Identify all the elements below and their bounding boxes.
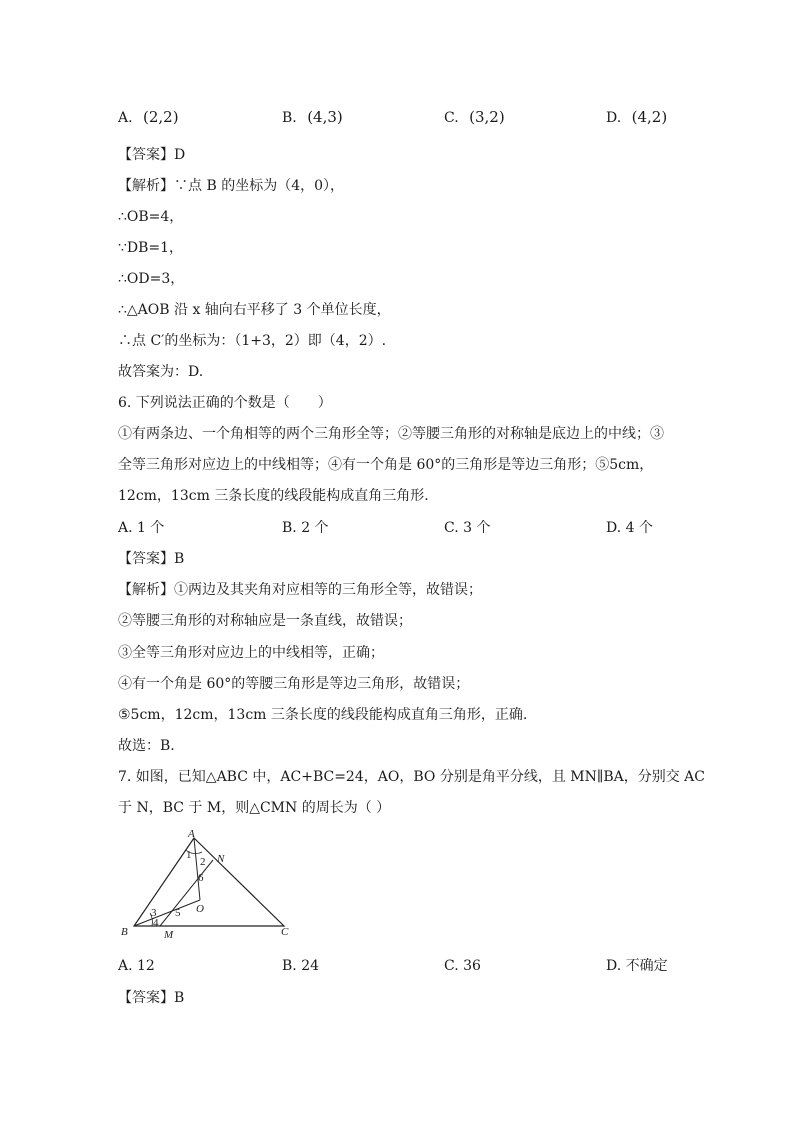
q7-option-a: A. 12	[118, 958, 155, 974]
q5-analysis-line: ∴OB=4，	[118, 209, 184, 225]
q5-option-a: A. (2,2)	[118, 108, 179, 126]
q7-option-c: C. 36	[444, 958, 481, 974]
angle-label-2: 2	[200, 856, 206, 868]
q6-body-line: 12cm，13cm 三条长度的线段能构成直角三角形.	[118, 488, 429, 504]
q6-body-line: 全等三角形对应边上的中线相等；④有一个角是 60°的三角形是等边三角形；⑤5cm，	[118, 457, 654, 473]
q5-analysis-line: ∴△AOB 沿 x 轴向右平移了 3 个单位长度，	[118, 302, 391, 318]
label-b: B	[121, 926, 128, 938]
q5-analysis-line: ∴OD=3，	[118, 271, 185, 287]
triangle-abc	[134, 838, 284, 926]
q5-option-d: D. (4,2)	[606, 108, 668, 126]
q6-option-d: D. 4 个	[606, 520, 653, 536]
q6-stem: 6. 下列说法正确的个数是（ ）	[118, 395, 332, 411]
q5-conclusion: 故答案为：D.	[118, 364, 204, 380]
segment-bo	[134, 900, 200, 926]
label-o: O	[196, 903, 204, 915]
q6-analysis-line: ⑤5cm，12cm，13cm 三条长度的线段能构成直角三角形，正确.	[118, 707, 528, 723]
segment-ao	[194, 838, 200, 900]
q5-analysis-line: ∴点 C′的坐标为：（1+3，2）即（4，2）.	[118, 333, 387, 349]
angle-label-1: 1	[186, 849, 192, 861]
q7-stem-line: 7. 如图，已知△ABC 中，AC+BC=24，AO，BO 分别是角平分线，且 MN∥BA，分别交 AC	[118, 769, 705, 785]
q5-answer: 【答案】D	[118, 147, 186, 163]
q7-option-b: B. 24	[282, 958, 320, 974]
label-c: C	[281, 926, 289, 938]
q6-analysis-line: ②等腰三角形的对称轴应是一条直线，故错误；	[118, 613, 412, 629]
angle-label-4: 4	[153, 917, 159, 929]
q6-option-a: A. 1 个	[118, 520, 165, 536]
q5-option-c: C. (3,2)	[444, 108, 505, 126]
q6-analysis-line: ④有一个角是 60°的等腰三角形是等边三角形，故错误；	[118, 676, 470, 692]
q7-option-d: D. 不确定	[606, 958, 668, 974]
angle-label-6: 6	[198, 872, 204, 884]
q7-stem-line: 于 N，BC 于 M，则△CMN 的周长为（ ）	[118, 800, 391, 816]
q6-analysis-line: ③全等三角形对应边上的中线相等，正确；	[118, 645, 384, 661]
label-n: N	[217, 853, 225, 865]
q5-option-b: B. (4,3)	[282, 108, 343, 126]
q6-body-line: ①有两条边、一个角相等的两个三角形全等；②等腰三角形的对称轴是底边上的中线；③	[118, 426, 664, 442]
q6-conclusion: 故选：B.	[118, 738, 175, 754]
q6-option-b: B. 2 个	[282, 520, 329, 536]
q6-analysis-line: 【解析】①两边及其夹角对应相等的三角形全等，故错误；	[118, 582, 482, 598]
label-a: A	[188, 828, 195, 840]
q7-answer: 【答案】B	[118, 990, 185, 1006]
angle-label-3: 3	[151, 907, 157, 919]
label-m: M	[164, 929, 174, 941]
segment-mn	[160, 860, 213, 926]
q5-analysis-line: 【解析】∵点 B 的坐标为（4，0），	[118, 178, 345, 194]
q7-triangle-figure	[116, 828, 306, 943]
q6-answer: 【答案】B	[118, 551, 185, 567]
q6-option-c: C. 3 个	[444, 520, 491, 536]
angle-label-5: 5	[175, 907, 181, 919]
q5-analysis-line: ∵DB=1，	[118, 240, 184, 256]
